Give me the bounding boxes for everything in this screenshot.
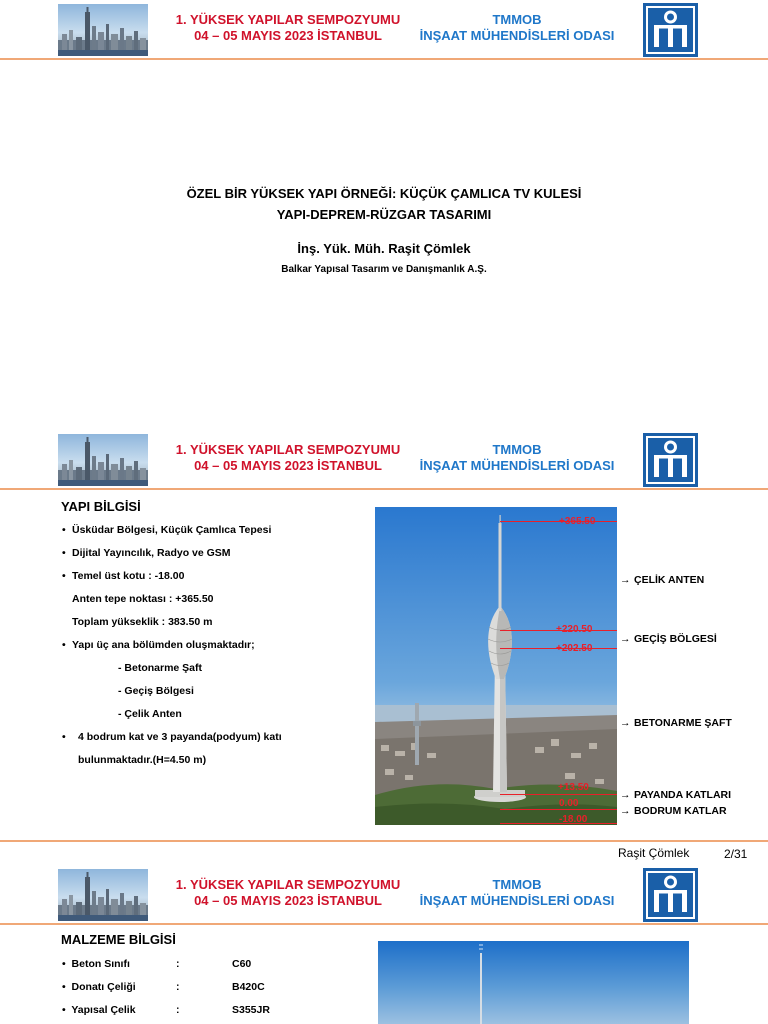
slide-header (0, 0, 768, 60)
org-line2: İNŞAAT MÜHENDİSLERİ ODASI (419, 893, 615, 908)
material-info-slide (0, 865, 768, 1024)
event-title-line1: 1. YÜKSEK YAPILAR SEMPOZYUMU (175, 442, 401, 457)
title-line2: YAPI-DEPREM-RÜZGAR TASARIMI (276, 207, 492, 222)
list-item: • Dijital Yayıncılık, Radyo ve GSM (62, 547, 231, 559)
section-title: MALZEME BİLGİSİ (61, 932, 176, 947)
event-title-line1: 1. YÜKSEK YAPILAR SEMPOZYUMU (175, 877, 401, 892)
title-line1: ÖZEL BİR YÜKSEK YAPI ÖRNEĞİ: KÜÇÜK ÇAMLICA TV KULESİ (186, 186, 582, 201)
list-item: • 4 bodrum kat ve 3 payanda(podyum) katı (62, 731, 282, 743)
material-info-list (62, 956, 362, 1024)
footer-author: Raşit Çömlek (618, 846, 690, 860)
structure-info-slide (0, 430, 768, 865)
elevation-label: 0.00 (559, 798, 579, 809)
list-item: • Beton Sınıfı : C60 (62, 958, 252, 970)
org-line2: İNŞAAT MÜHENDİSLERİ ODASI (419, 458, 615, 473)
list-item: - Geçiş Bölgesi (118, 685, 194, 697)
list-item: Anten tepe noktası : +365.50 (72, 593, 214, 605)
event-date-line: 04 – 05 MAYIS 2023 İSTANBUL (194, 28, 382, 43)
list-item: - Betonarme Şaft (118, 662, 203, 674)
event-date-line: 04 – 05 MAYIS 2023 İSTANBUL (194, 893, 382, 908)
slide-header (0, 865, 768, 925)
callout-concrete-shaft: → BETONARME ŞAFT (620, 717, 732, 729)
callout-steel-antenna: → ÇELİK ANTEN (620, 574, 705, 586)
elevation-label: +202.50 (556, 643, 593, 654)
arrow-right-icon: → (620, 805, 631, 817)
arrow-right-icon: → (620, 789, 631, 801)
list-item: - Çelik Anten (118, 708, 182, 720)
arrow-right-icon: → (620, 574, 631, 586)
callout-basement-floors: → BODRUM KATLAR (620, 805, 727, 817)
elevation-label: +13.50 (558, 782, 589, 793)
elevation-line (500, 794, 617, 795)
page-number: 2/31 (724, 847, 748, 861)
imo-logo-icon (643, 3, 698, 57)
elevation-label: -18.00 (559, 814, 588, 825)
city-skyline-photo (58, 869, 148, 921)
org-line2: İNŞAAT MÜHENDİSLERİ ODASI (419, 28, 615, 43)
list-item: bulunmaktadır.(H=4.50 m) (78, 754, 207, 766)
event-title-line1: 1. YÜKSEK YAPILAR SEMPOZYUMU (175, 12, 401, 27)
list-item: • Üsküdar Bölgesi, Küçük Çamlıca Tepesi (62, 524, 272, 536)
imo-logo-icon (643, 868, 698, 922)
org-line1: TMMOB (492, 877, 542, 892)
city-skyline-photo (58, 4, 148, 56)
list-item: • Donatı Çeliği : B420C (62, 981, 265, 993)
event-title (160, 442, 416, 474)
presentation-title (0, 183, 768, 225)
arrow-right-icon: → (620, 633, 631, 645)
header-divider (0, 58, 768, 60)
title-slide (0, 0, 768, 425)
author-name: İnş. Yük. Müh. Raşit Çömlek (297, 241, 471, 256)
organization-name (408, 12, 626, 44)
arrow-right-icon: → (620, 717, 631, 729)
company-name: Balkar Yapısal Tasarım ve Danışmanlık A.Ş. (281, 264, 487, 275)
list-item: • Temel üst kotu : -18.00 (62, 570, 185, 582)
list-item: • Yapı üç ana bölümden oluşmaktadır; (62, 639, 255, 651)
callout-transition-zone: → GEÇİŞ BÖLGESİ (620, 633, 717, 645)
list-item: Toplam yükseklik : 383.50 m (72, 616, 213, 628)
list-item: • Yapısal Çelik : S355JR (62, 1004, 270, 1016)
event-title (160, 877, 416, 909)
callout-podium-floors: → PAYANDA KATLARI (620, 789, 732, 801)
elevation-label: +365.50 (559, 516, 596, 527)
header-divider (0, 923, 768, 925)
imo-logo-icon (643, 433, 698, 487)
organization-name (408, 442, 626, 474)
footer-divider (0, 840, 768, 842)
tower-sky-photo (378, 941, 689, 1024)
header-divider (0, 488, 768, 490)
elevation-line (500, 809, 617, 810)
event-title (160, 12, 416, 44)
org-line1: TMMOB (492, 442, 542, 457)
structure-info-list (62, 522, 362, 775)
tower-photo (375, 507, 617, 825)
section-title: YAPI BİLGİSİ (61, 499, 141, 514)
org-line1: TMMOB (492, 12, 542, 27)
elevation-label: +220.50 (556, 624, 593, 635)
organization-name (408, 877, 626, 909)
city-skyline-photo (58, 434, 148, 486)
slide-header (0, 430, 768, 490)
event-date-line: 04 – 05 MAYIS 2023 İSTANBUL (194, 458, 382, 473)
